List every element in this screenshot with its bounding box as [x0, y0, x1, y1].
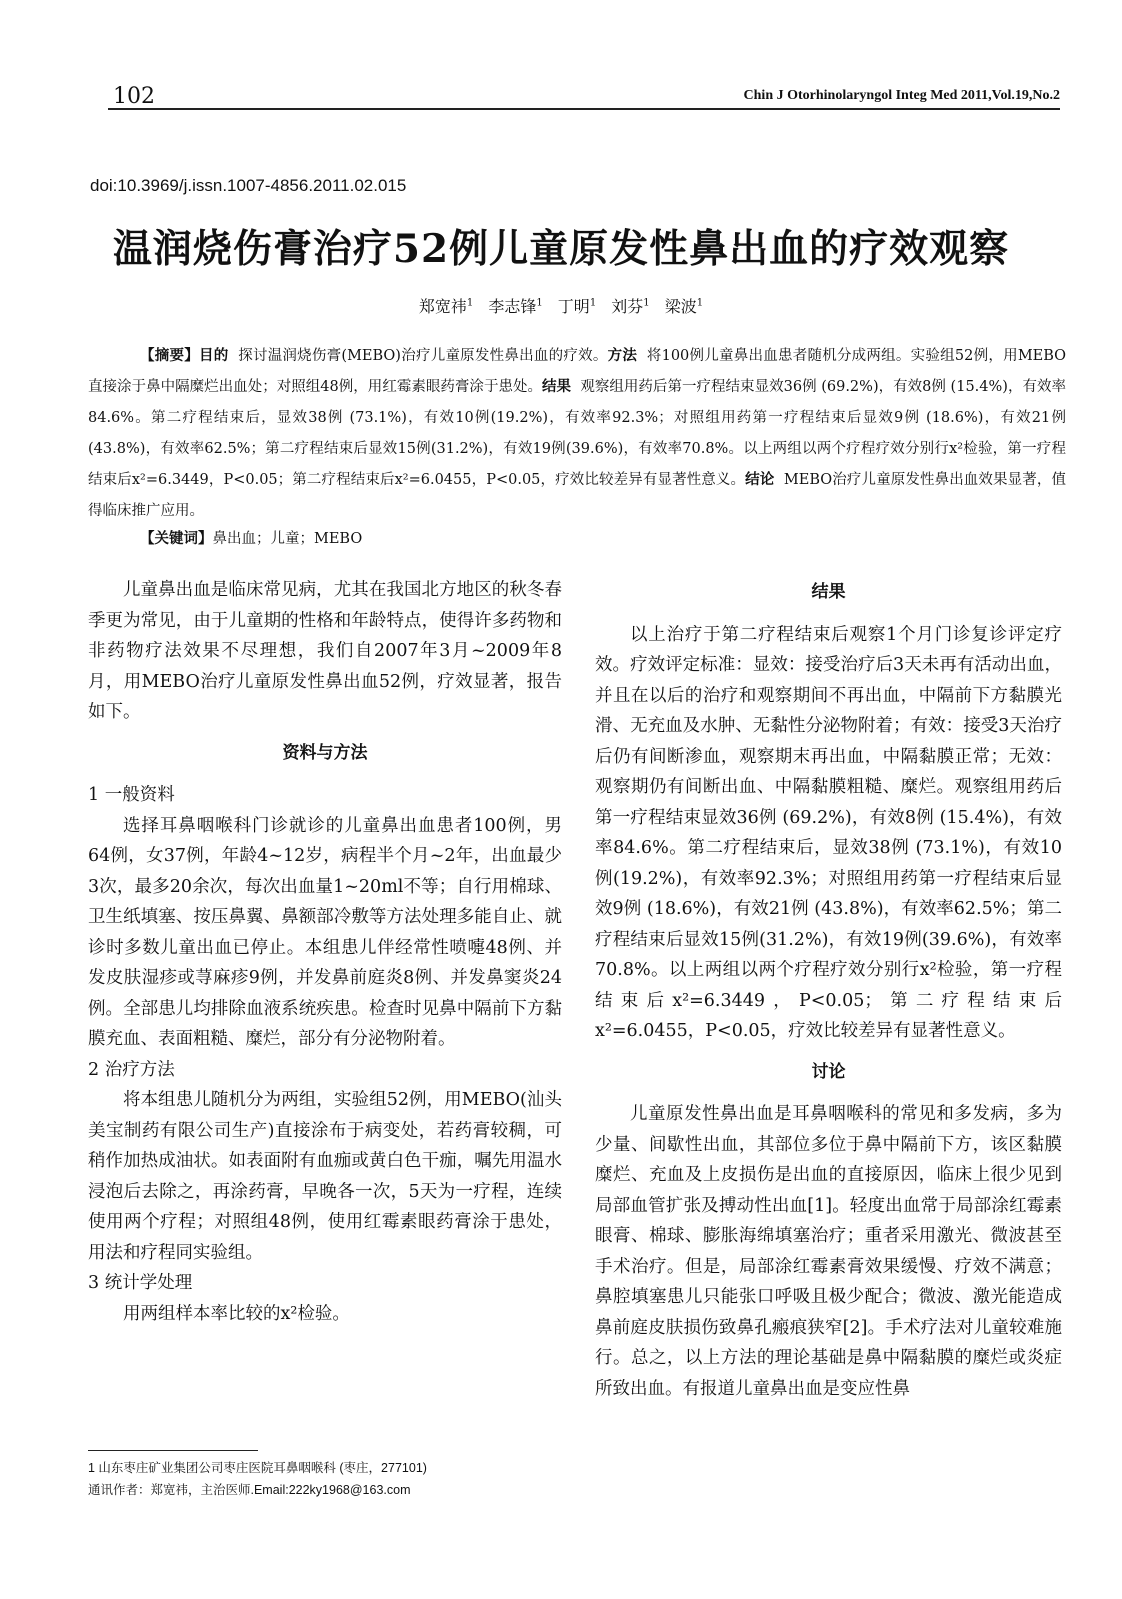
conclusion-label: 结论: [745, 472, 775, 488]
author: 梁波$^1$: [664, 297, 704, 316]
method-text: 将100例儿童鼻出血患者随机分成两组。实验组52例，用MEBO直接涂于鼻中隔糜烂出血处；对照组48例，用红霉素眼药膏涂于患处。: [88, 348, 1067, 395]
affiliation-footnote: 1 山东枣庄矿业集团公司枣庄医院耳鼻咽喉科 (枣庄，277101): [88, 1461, 427, 1475]
result-text: 观察组用药后第一疗程结束显效36例 (69.2%)，有效8例 (15.4%)，有效率84.6%。第二疗程结束后，显效38例 (73.1%)，有效10例(19.2%)，有效率92.3%；对照组用药第一疗程结束后显效9例 (18.6%)，有效21例 (43.8%)，有效率62.5%；第二疗程结束后显效15例(31.2%)，有效19例(39.6%)，有效率70.8%。以上两组以两个疗程疗效分别行x²检验，第一疗程结束后x²=6.3449，P<0.05；第二疗程结束后x²=6.0455，P<0.05，疗效比较差异有显著性意义。: [88, 379, 1067, 488]
conclusion-text: MEBO治疗儿童原发性鼻出血效果显著，值得临床推广应用。: [88, 472, 1067, 519]
author: 丁明$^1$: [557, 297, 597, 316]
keywords-text: 鼻出血；儿童；MEBO: [212, 531, 363, 547]
author: 李志锋$^1$: [488, 297, 543, 316]
header-rule: [108, 108, 1060, 110]
right-column: [595, 575, 1062, 1404]
section-heading-methods: 资料与方法: [282, 742, 368, 763]
objective-label: 目的: [198, 348, 229, 364]
keywords-label: 【关键词】: [140, 531, 213, 547]
author: 刘芬$^1$: [611, 297, 650, 316]
article-title: 温润烧伤膏治疗52例儿童原发性鼻出血的疗效观察: [112, 226, 1010, 272]
general-data-paragraph: 选择耳鼻咽喉科门诊就诊的儿童鼻出血患者100例，男64例，女37例，年龄4~12岁，病程半个月~2年，出血最少3次，最多20余次，每次出血量1~20ml不等；自行用棉球、卫生纸填塞、按压鼻翼、鼻额部冷敷等方法处理多能自止、就诊时多数儿童出血已停止。本组患儿伴经常性喷嚏48例、并发皮肤湿疹或荨麻疹9例，并发鼻前庭炎8例、并发鼻窦炎24例。全部患儿均排除血液系统疾患。检查时见鼻中隔前下方黏膜充血、表面粗糙、糜烂，部分有分泌物附着。: [88, 815, 562, 1049]
page-number: 102: [113, 84, 155, 109]
journal-citation: Chin J Otorhinolaryngol Integ Med 2011,Vol.19,No.2: [743, 88, 1060, 103]
author-list: [0, 294, 1122, 317]
subsection-heading-general: 1 一般资料: [88, 785, 175, 805]
discussion-paragraph: 儿童原发性鼻出血是耳鼻咽喉科的常见和多发病，多为少量、间歇性出血，其部位多位于鼻中隔前下方，该区黏膜糜烂、充血及上皮损伤是出血的直接原因，临床上很少见到局部血管扩张及搏动性出血[1]。轻度出血常于局部涂红霉素眼膏、棉球、膨胀海绵填塞治疗；重者采用激光、微波甚至手术治疗。但是，局部涂红霉素膏效果缓慢、疗效不满意；鼻腔填塞患儿只能张口呼吸且极少配合；微波、激光能造成鼻前庭皮肤损伤致鼻孔瘢痕狭窄[2]。手术疗法对儿童较难施行。总之，以上方法的理论基础是鼻中隔黏膜的糜烂或炎症所致出血。有报道儿童鼻出血是变应性鼻: [595, 1104, 1062, 1399]
abstract: [88, 341, 1066, 527]
subsection-heading-statistics: 3 统计学处理: [88, 1273, 193, 1293]
result-label: 结果: [542, 379, 572, 395]
section-heading-results: 结果: [811, 582, 846, 602]
objective-text: 探讨温润烧伤膏(MEBO)治疗儿童原发性鼻出血的疗效。: [238, 348, 608, 364]
intro-paragraph: 儿童鼻出血是临床常见病，尤其在我国北方地区的秋冬春季更为常见，由于儿童期的性格和年龄特点，使得许多药物和非药物疗法效果不尽理想，我们自2007年3月~2009年8月，用MEBO治疗儿童原发性鼻出血52例，疗效显著，报告如下。: [88, 580, 562, 722]
method-label: 方法: [607, 348, 638, 364]
footnotes: [88, 1457, 427, 1501]
treatment-paragraph: 将本组患儿随机分为两组，实验组52例，用MEBO(汕头美宝制药有限公司生产)直接涂布于病变处，若药膏较稠，可稍作加热成油状。如表面附有血痂或黄白色干痂，嘱先用温水浸泡后去除之，再涂药膏，早晚各一次，5天为一疗程，连续使用两个疗程；对照组48例，使用红霉素眼药膏涂于患处，用法和疗程同实验组。: [88, 1090, 562, 1263]
section-heading-discussion: 讨论: [811, 1061, 846, 1082]
results-paragraph: 以上治疗于第二疗程结束后观察1个月门诊复诊评定疗效。疗效评定标准：显效：接受治疗后3天未再有活动出血，并且在以后的治疗和观察期间不再出血，中隔前下方黏膜光滑、无充血及水肿、无黏性分泌物附着；有效：接受3天治疗后仍有间断渗血，观察期末再出血，中隔黏膜正常；无效：观察期仍有间断出血、中隔黏膜粗糙、糜烂。观察组用药后第一疗程结束显效36例 (69.2%)，有效8例 (15.4%)，有效率84.6%。第二疗程结束后，显效38例 (73.1%)，有效10例(19.2%)，有效率92.3%；对照组用药第一疗程结束后显效9例 (18.6%)，有效21例 (43.8%)，有效率62.5%；第二疗程结束后显效15例(31.2%)，有效19例(39.6%)，有效率70.8%。以上两组以两个疗程疗效分别行x²检验，第一疗程结束后x²=6.3449，P<0.05；第二疗程结束后x²=6.0455，P<0.05，疗效比较差异有显著性意义。: [595, 624, 1062, 1041]
author: 郑宽祎$^1$: [418, 297, 474, 316]
statistics-paragraph: 用两组样本率比较的x²检验。: [123, 1303, 350, 1324]
abstract-label: 【摘要】: [140, 348, 199, 364]
footnote-rule: [88, 1450, 258, 1451]
subsection-heading-treatment: 2 治疗方法: [88, 1059, 175, 1080]
correspondence-footnote: 通讯作者：郑宽祎，主治医师.Email:222ky1968@163.com: [88, 1483, 411, 1497]
doi: doi:10.3969/j.issn.1007-4856.2011.02.015: [90, 176, 407, 195]
left-column: [88, 575, 562, 1329]
keywords: [140, 527, 362, 548]
